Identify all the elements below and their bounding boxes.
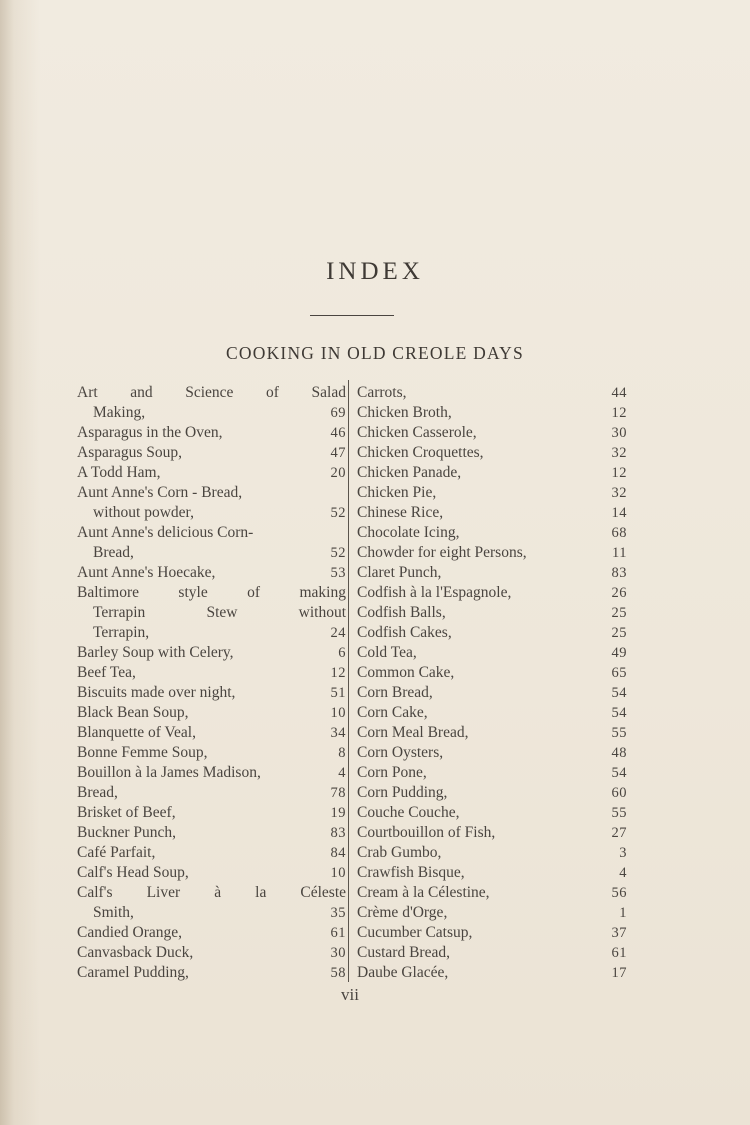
index-entry: [357, 463, 627, 483]
index-entry-text: Daube Glacée,: [357, 964, 449, 981]
index-entry-page-number: 32: [611, 445, 627, 461]
index-entry-page-number: 4: [338, 765, 346, 781]
index-entry: [77, 443, 346, 463]
index-entry: [77, 903, 346, 923]
index-entry: [77, 523, 346, 543]
index-entry-text: Bread,: [93, 544, 134, 561]
index-entry-page-number: 37: [611, 925, 627, 941]
index-entry-page-number: 24: [330, 625, 346, 641]
index-entry-text: Aunt Anne's delicious Corn-: [77, 524, 254, 541]
index-entry: [77, 803, 346, 823]
index-entry: [77, 463, 346, 483]
index-entry-page-number: 30: [330, 945, 346, 961]
index-entry-page-number: 25: [611, 625, 627, 641]
index-entry-page-number: 20: [330, 465, 346, 481]
index-entry-text: Café Parfait,: [77, 844, 156, 861]
index-entry-page-number: 52: [330, 505, 346, 521]
index-entry-page-number: 54: [611, 705, 627, 721]
index-entry-text: Art and Science of Salad: [77, 384, 346, 401]
index-entry-page-number: 55: [611, 725, 627, 741]
index-entry-text: Cucumber Catsup,: [357, 924, 473, 941]
index-entry: [357, 643, 627, 663]
index-entry-text: Corn Oysters,: [357, 744, 444, 761]
index-entry: [77, 923, 346, 943]
index-entry: [77, 403, 346, 423]
index-entry-text: Aunt Anne's Corn - Bread,: [77, 484, 243, 501]
index-entry: [77, 643, 346, 663]
index-entry-text: Brisket of Beef,: [77, 804, 176, 821]
index-entry: [357, 683, 627, 703]
index-entry-page-number: 32: [611, 485, 627, 501]
index-entry-page-number: 54: [611, 765, 627, 781]
index-entry-page-number: 8: [338, 745, 346, 761]
index-entry: [77, 423, 346, 443]
index-entry-text: Chinese Rice,: [357, 504, 444, 521]
index-entry-text: Beef Tea,: [77, 664, 136, 681]
index-entry: [77, 543, 346, 563]
index-entry-text: Chowder for eight Persons,: [357, 544, 527, 561]
index-entry-text: Couche Couche,: [357, 804, 460, 821]
index-entry-text: Chicken Pie,: [357, 484, 437, 501]
index-entry-text: Terrapin Stew without: [93, 604, 346, 621]
index-entry-page-number: 51: [330, 685, 346, 701]
index-entry-text: Corn Cake,: [357, 704, 428, 721]
index-entry-page-number: 4: [619, 865, 627, 881]
index-entry-text: Crème d'Orge,: [357, 904, 448, 921]
index-entry: [357, 663, 627, 683]
section-subtitle: COOKING IN OLD CREOLE DAYS: [226, 343, 524, 363]
index-entry-page-number: 10: [330, 865, 346, 881]
index-entry-text: Codfish Cakes,: [357, 624, 452, 641]
index-entry: [357, 523, 627, 543]
index-entry: [357, 443, 627, 463]
index-entry-text: Biscuits made over night,: [77, 684, 236, 701]
index-entry-page-number: 53: [330, 565, 346, 581]
index-entry-page-number: 19: [330, 805, 346, 821]
index-entry-text: Aunt Anne's Hoecake,: [77, 564, 216, 581]
index-entry-text: Calf's Liver à la Céleste: [77, 884, 346, 901]
index-entry: [357, 583, 627, 603]
index-entry: [357, 603, 627, 623]
index-entry-text: Candied Orange,: [77, 924, 183, 941]
index-entry-page-number: 14: [611, 505, 627, 521]
index-entry: [77, 483, 346, 503]
index-entry: [77, 723, 346, 743]
index-entry: [77, 863, 346, 883]
index-entry-text: Claret Punch,: [357, 564, 442, 581]
index-entry-text: Chicken Casserole,: [357, 424, 477, 441]
page-folio: vii: [341, 985, 359, 1004]
page-title: INDEX: [326, 258, 424, 285]
index-entry: [77, 743, 346, 763]
index-entry-page-number: 78: [330, 785, 346, 801]
index-entry-text: Terrapin,: [93, 624, 150, 641]
index-entry: [77, 603, 346, 623]
index-entry-page-number: 83: [611, 565, 627, 581]
index-entry-text: Corn Pudding,: [357, 784, 448, 801]
index-entry-text: Chicken Broth,: [357, 404, 452, 421]
index-entry-page-number: 83: [330, 825, 346, 841]
index-entry: [77, 843, 346, 863]
index-entry-page-number: 56: [611, 885, 627, 901]
index-entry-text: Black Bean Soup,: [77, 704, 189, 721]
index-entry-text: Bouillon à la James Madison,: [77, 764, 261, 781]
index-entry: [357, 823, 627, 843]
index-entry: [357, 783, 627, 803]
index-entry-text: Baltimore style of making: [77, 584, 346, 601]
index-entry: [357, 503, 627, 523]
index-entry-page-number: 1: [619, 905, 627, 921]
index-entry-page-number: 52: [330, 545, 346, 561]
index-entry-text: Courtbouillon of Fish,: [357, 824, 496, 841]
index-entry: [357, 403, 627, 423]
index-entry-text: Codfish Balls,: [357, 604, 446, 621]
index-entry-text: Crab Gumbo,: [357, 844, 442, 861]
index-column-left: [77, 383, 346, 983]
index-entry: [357, 963, 627, 983]
index-entry-page-number: 30: [611, 425, 627, 441]
index-entry-page-number: 12: [330, 665, 346, 681]
index-entry-page-number: 6: [338, 645, 346, 661]
index-entry: [357, 483, 627, 503]
index-entry-page-number: 3: [619, 845, 627, 861]
index-entry: [357, 923, 627, 943]
index-entry-page-number: 69: [330, 405, 346, 421]
index-entry-page-number: 47: [330, 445, 346, 461]
index-entry-page-number: 68: [611, 525, 627, 541]
index-entry-page-number: 55: [611, 805, 627, 821]
index-entry: [77, 883, 346, 903]
index-entry-page-number: 84: [330, 845, 346, 861]
index-entry-text: Blanquette of Veal,: [77, 724, 196, 741]
index-entry-page-number: 44: [611, 385, 627, 401]
index-entry-page-number: 10: [330, 705, 346, 721]
index-entry-text: without powder,: [93, 504, 194, 521]
index-entry-text: Caramel Pudding,: [77, 964, 189, 981]
index-entry-text: Bread,: [77, 784, 118, 801]
index-entry: [357, 763, 627, 783]
index-entry-text: Crawfish Bisque,: [357, 864, 465, 881]
index-entry: [357, 623, 627, 643]
index-entry: [357, 543, 627, 563]
index-entry: [77, 763, 346, 783]
index-entry-page-number: 49: [611, 645, 627, 661]
index-entry-text: Corn Meal Bread,: [357, 724, 469, 741]
index-entry: [77, 663, 346, 683]
index-entry-text: Asparagus Soup,: [77, 444, 183, 461]
index-entry-page-number: 27: [611, 825, 627, 841]
index-entry: [77, 383, 346, 403]
index-entry: [357, 383, 627, 403]
index-entry: [357, 723, 627, 743]
index-entry-text: Common Cake,: [357, 664, 455, 681]
index-entry: [357, 863, 627, 883]
index-entry: [77, 623, 346, 643]
index-entry: [357, 903, 627, 923]
index-entry: [357, 703, 627, 723]
index-entry: [357, 843, 627, 863]
index-entry-page-number: 58: [330, 965, 346, 981]
index-entry-text: Bonne Femme Soup,: [77, 744, 208, 761]
index-entry-page-number: 35: [330, 905, 346, 921]
index-entry-page-number: 26: [611, 585, 627, 601]
index-entry: [77, 503, 346, 523]
index-entry: [357, 743, 627, 763]
index-entry: [77, 683, 346, 703]
index-entry-text: Smith,: [93, 904, 134, 921]
column-divider: [348, 380, 349, 982]
index-entry: [77, 583, 346, 603]
index-entry-page-number: 61: [611, 945, 627, 961]
index-entry: [357, 423, 627, 443]
index-entry-text: Codfish à la l'Espagnole,: [357, 584, 512, 601]
index-entry-text: Cream à la Célestine,: [357, 884, 490, 901]
index-entry-text: Making,: [93, 404, 146, 421]
index-entry-page-number: 48: [611, 745, 627, 761]
index-entry: [77, 783, 346, 803]
index-column-right: [357, 383, 627, 983]
index-entry: [77, 963, 346, 983]
index-entry-text: Cold Tea,: [357, 644, 417, 661]
index-entry-page-number: 54: [611, 685, 627, 701]
index-entry-page-number: 25: [611, 605, 627, 621]
index-entry: [357, 883, 627, 903]
index-entry-text: Chicken Panade,: [357, 464, 462, 481]
index-entry: [77, 823, 346, 843]
index-entry: [357, 803, 627, 823]
index-entry-page-number: 65: [611, 665, 627, 681]
index-entry-text: Buckner Punch,: [77, 824, 177, 841]
index-entry-page-number: 17: [611, 965, 627, 981]
index-entry-page-number: 34: [330, 725, 346, 741]
index-entry-text: Corn Pone,: [357, 764, 427, 781]
index-entry-text: Calf's Head Soup,: [77, 864, 189, 881]
index-entry-text: Chicken Croquettes,: [357, 444, 484, 461]
index-entry-page-number: 11: [612, 545, 627, 561]
index-entry-text: Custard Bread,: [357, 944, 450, 961]
index-entry: [357, 943, 627, 963]
index-entry-text: Corn Bread,: [357, 684, 433, 701]
index-entry-text: Carrots,: [357, 384, 407, 401]
index-entry-page-number: 46: [330, 425, 346, 441]
index-entry: [357, 563, 627, 583]
index-entry-page-number: 61: [330, 925, 346, 941]
index-entry-text: A Todd Ham,: [77, 464, 161, 481]
index-entry-page-number: 12: [611, 465, 627, 481]
title-rule: [310, 315, 394, 316]
index-entry-text: Chocolate Icing,: [357, 524, 460, 541]
index-entry-page-number: 12: [611, 405, 627, 421]
index-entry: [77, 563, 346, 583]
index-entry-page-number: 60: [611, 785, 627, 801]
index-entry: [77, 943, 346, 963]
index-entry-text: Barley Soup with Celery,: [77, 644, 234, 661]
index-entry-text: Asparagus in the Oven,: [77, 424, 223, 441]
index-entry: [77, 703, 346, 723]
index-entry-text: Canvasback Duck,: [77, 944, 194, 961]
